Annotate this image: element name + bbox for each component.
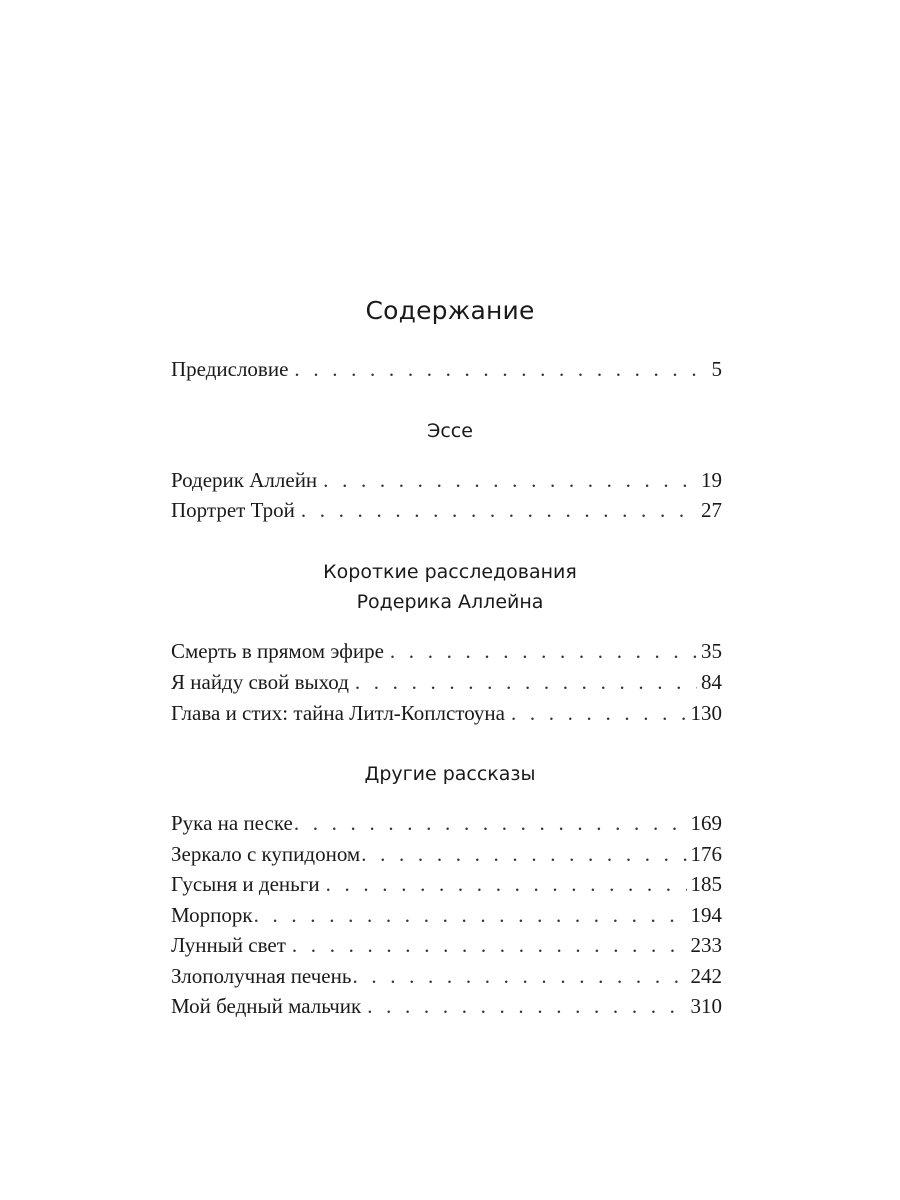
dot-leader [254,900,687,930]
toc-entry-title: Лунный свет [171,933,286,957]
toc-entry[interactable] [171,698,722,728]
page-title: Содержание [365,296,535,325]
toc-entry-title: Глава и стих: тайна Литл-Коплстоуна [171,701,505,725]
toc-entry-title: Зеркало с купидоном [171,842,361,866]
toc-entry-title: Смерть в прямом эфире [171,639,384,663]
toc-entry-preface[interactable] [171,354,722,384]
toc-entry-page-number: 84 [701,670,722,694]
toc-entry-title: Предисловие [171,357,289,381]
toc-entry-title: Родерик Аллейн [171,468,318,492]
dot-leader [294,354,707,384]
dot-leader [294,808,687,838]
toc-entry-title: Я найду свой выход [171,670,349,694]
toc-entry[interactable] [171,465,722,495]
toc-entry-page-number: 35 [701,639,722,663]
dot-leader [355,667,697,697]
toc-entry-title: Злополучная печень [171,964,352,988]
toc-entry-page-number: 185 [690,872,722,896]
dot-leader [323,465,697,495]
toc-entry-page-number: 19 [701,468,722,492]
toc-entry[interactable] [171,667,722,697]
dot-leader [352,961,686,991]
toc-entry[interactable] [171,961,722,991]
toc-entry-title: Морпорк [171,903,253,927]
toc-entry-page-number: 130 [690,701,722,725]
toc-entry-page-number: 194 [690,903,722,927]
toc-entry[interactable] [171,869,722,899]
section-heading-other-stories: Другие рассказы [364,763,536,785]
toc-entry-page-number: 233 [690,933,722,957]
toc-entry[interactable] [171,808,722,838]
dot-leader [367,991,686,1021]
dot-leader [292,930,687,960]
toc-entry-title: Рука на песке [171,811,293,835]
toc-entry-page-number: 242 [690,964,722,988]
section-heading-short-investigations-line-2: Родерика Аллейна [356,591,544,613]
toc-entry[interactable] [171,636,722,666]
dot-leader [301,495,697,525]
toc-entry-page-number: 169 [690,811,722,835]
toc-entry-page-number: 5 [711,357,722,381]
toc-entry[interactable] [171,930,722,960]
toc-entry[interactable] [171,900,722,930]
dot-leader [326,869,687,899]
toc-entry-page-number: 27 [701,498,722,522]
dot-leader [361,839,686,869]
toc-entry-title: Портрет Трой [171,498,295,522]
dot-leader [390,636,697,666]
toc-entry[interactable] [171,495,722,525]
toc-entry-page-number: 176 [690,842,722,866]
section-heading-essays: Эссе [427,420,473,442]
section-heading-short-investigations-line-1: Короткие расследования [323,561,577,583]
toc-entry-title: Мой бедный мальчик [171,994,362,1018]
toc-entry[interactable] [171,991,722,1021]
toc-entry-page-number: 310 [690,994,722,1018]
toc-entry-title: Гусыня и деньги [171,872,320,896]
dot-leader [511,698,687,728]
toc-entry[interactable] [171,839,722,869]
